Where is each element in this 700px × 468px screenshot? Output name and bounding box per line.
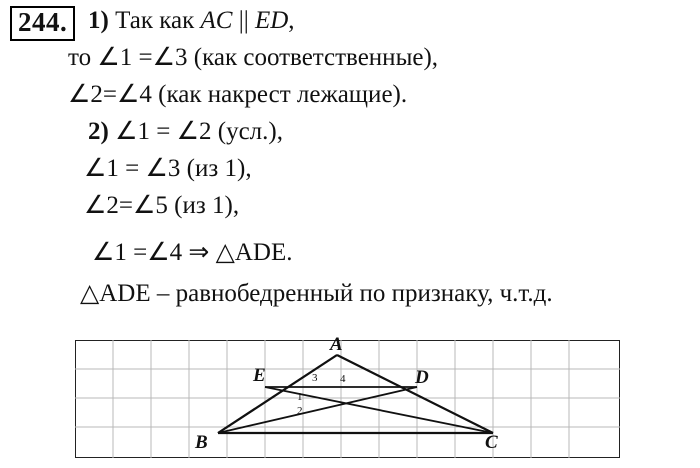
line-4-text: ∠1 = ∠2 (усл.), <box>108 118 283 145</box>
angle-number-4: 4 <box>340 373 346 385</box>
solution-line-4 <box>88 119 283 145</box>
segment-ed: ED <box>254 7 289 34</box>
angle-number-1: 1 <box>297 391 303 403</box>
line-1-comma: , <box>288 7 295 34</box>
vertex-label-B: B <box>195 432 208 453</box>
step-marker-2: 2) <box>88 118 109 145</box>
vertex-label-D: D <box>415 367 429 388</box>
solution-conclusion: △ADE – равнобедренный по признаку, ч.т.д. <box>80 280 553 307</box>
solution-line-1 <box>88 8 295 34</box>
solution-line-2: то ∠1 =∠3 (как соответственные), <box>68 44 439 71</box>
grid-lines <box>75 340 620 458</box>
parallel-sign: || <box>232 7 255 34</box>
solution-line-5: ∠1 = ∠3 (из 1), <box>84 155 252 182</box>
step-marker-1: 1) <box>88 7 109 34</box>
line-1-text-a: Так как <box>108 7 201 34</box>
vertex-label-E: E <box>253 365 266 386</box>
solution-line-3: ∠2=∠4 (как накрест лежащие). <box>68 81 408 108</box>
solution-line-7: ∠1 =∠4 ⇒ △ADE. <box>92 239 293 266</box>
vertex-label-C: C <box>485 432 498 453</box>
geometry-figure <box>75 334 620 458</box>
angle-number-3: 3 <box>312 372 318 384</box>
figure-canvas <box>75 340 620 458</box>
segment-ac: AC <box>200 7 233 34</box>
solution-line-6: ∠2=∠5 (из 1), <box>84 192 240 219</box>
problem-number-box: 244. <box>10 6 75 41</box>
vertex-label-A: A <box>330 334 343 355</box>
angle-number-2: 2 <box>297 405 303 417</box>
